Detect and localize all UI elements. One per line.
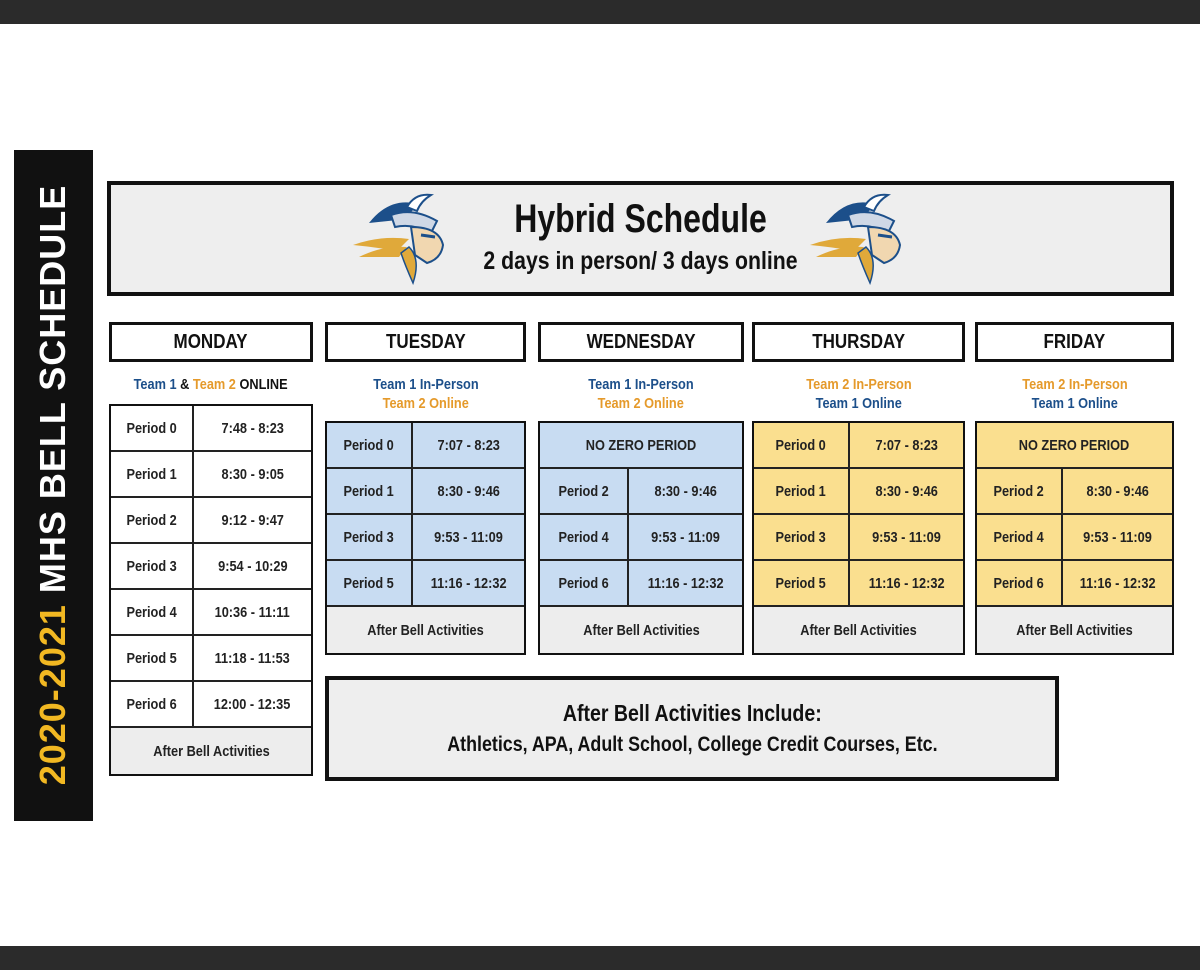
table-row: Period 2 8:30 - 9:46 [977,469,1172,515]
schedule-grid-friday [975,421,1174,655]
table-row: Period 5 11:18 - 11:53 [111,636,311,682]
table-row: Period 3 9:53 - 11:09 [327,515,524,561]
table-row: Period 4 10:36 - 11:11 [111,590,311,636]
schedule-grid-wednesday [538,421,744,655]
table-row: Period 3 9:54 - 10:29 [111,544,311,590]
day-header-friday: FRIDAY [975,322,1174,362]
day-header-wednesday: WEDNESDAY [538,322,744,362]
table-row: Period 0 7:07 - 8:23 [327,423,524,469]
after-bell-row: After Bell Activities [977,607,1172,653]
table-row: Period 1 8:30 - 9:46 [754,469,963,515]
teams-friday: Team 2 In-Person Team 1 Online [1021,376,1128,412]
note-body: Athletics, APA, Adult School, College Credit Courses, Etc. [446,733,938,756]
schedule-grid-monday [109,404,313,776]
table-row: Period 5 11:16 - 12:32 [754,561,963,607]
table-row: Period 1 8:30 - 9:46 [327,469,524,515]
after-bell-row: After Bell Activities [540,607,742,653]
teams-wednesday: Team 1 In-Person Team 2 Online [588,376,694,412]
table-row: Period 0 7:07 - 8:23 [754,423,963,469]
teams-monday: Team 1 & Team 2 ONLINE [133,376,289,393]
teams-thursday: Team 2 In-Person Team 1 Online [805,376,912,412]
schedule-grid-tuesday [325,421,526,655]
day-header-monday: MONDAY [109,322,313,362]
table-row: Period 4 9:53 - 11:09 [540,515,742,561]
table-row: Period 3 9:53 - 11:09 [754,515,963,561]
table-row: Period 2 8:30 - 9:46 [540,469,742,515]
after-bell-row: After Bell Activities [327,607,524,653]
day-header-tuesday: TUESDAY [325,322,526,362]
page-subtitle: 2 days in person/ 3 days online [483,247,798,275]
header-box [107,181,1174,296]
table-row: Period 6 12:00 - 12:35 [111,682,311,728]
bottom-strip [0,946,1200,970]
viking-mascot-icon [808,193,918,285]
day-header-thursday: THURSDAY [752,322,965,362]
table-row: Period 0 7:48 - 8:23 [111,406,311,452]
teams-tuesday: Team 1 In-Person Team 2 Online [372,376,479,412]
table-row: Period 6 11:16 - 12:32 [977,561,1172,607]
page-title: Hybrid Schedule [514,197,767,241]
table-row: Period 1 8:30 - 9:05 [111,452,311,498]
table-row: Period 6 11:16 - 12:32 [540,561,742,607]
no-zero-period-row: NO ZERO PERIOD [540,423,742,469]
table-row: Period 4 9:53 - 11:09 [977,515,1172,561]
side-banner [14,150,93,821]
note-title: After Bell Activities Include: [562,700,822,726]
after-bell-row: After Bell Activities [111,728,311,774]
no-zero-period-row: NO ZERO PERIOD [977,423,1172,469]
schedule-sheet [0,24,1200,946]
after-bell-note [325,676,1059,781]
table-row: Period 2 9:12 - 9:47 [111,498,311,544]
table-row: Period 5 11:16 - 12:32 [327,561,524,607]
side-banner-rest: MHS BELL SCHEDULE [32,184,73,605]
after-bell-row: After Bell Activities [754,607,963,653]
side-banner-year: 2020-2021 [32,604,73,786]
schedule-grid-thursday [752,421,965,655]
side-banner-title [32,185,74,786]
